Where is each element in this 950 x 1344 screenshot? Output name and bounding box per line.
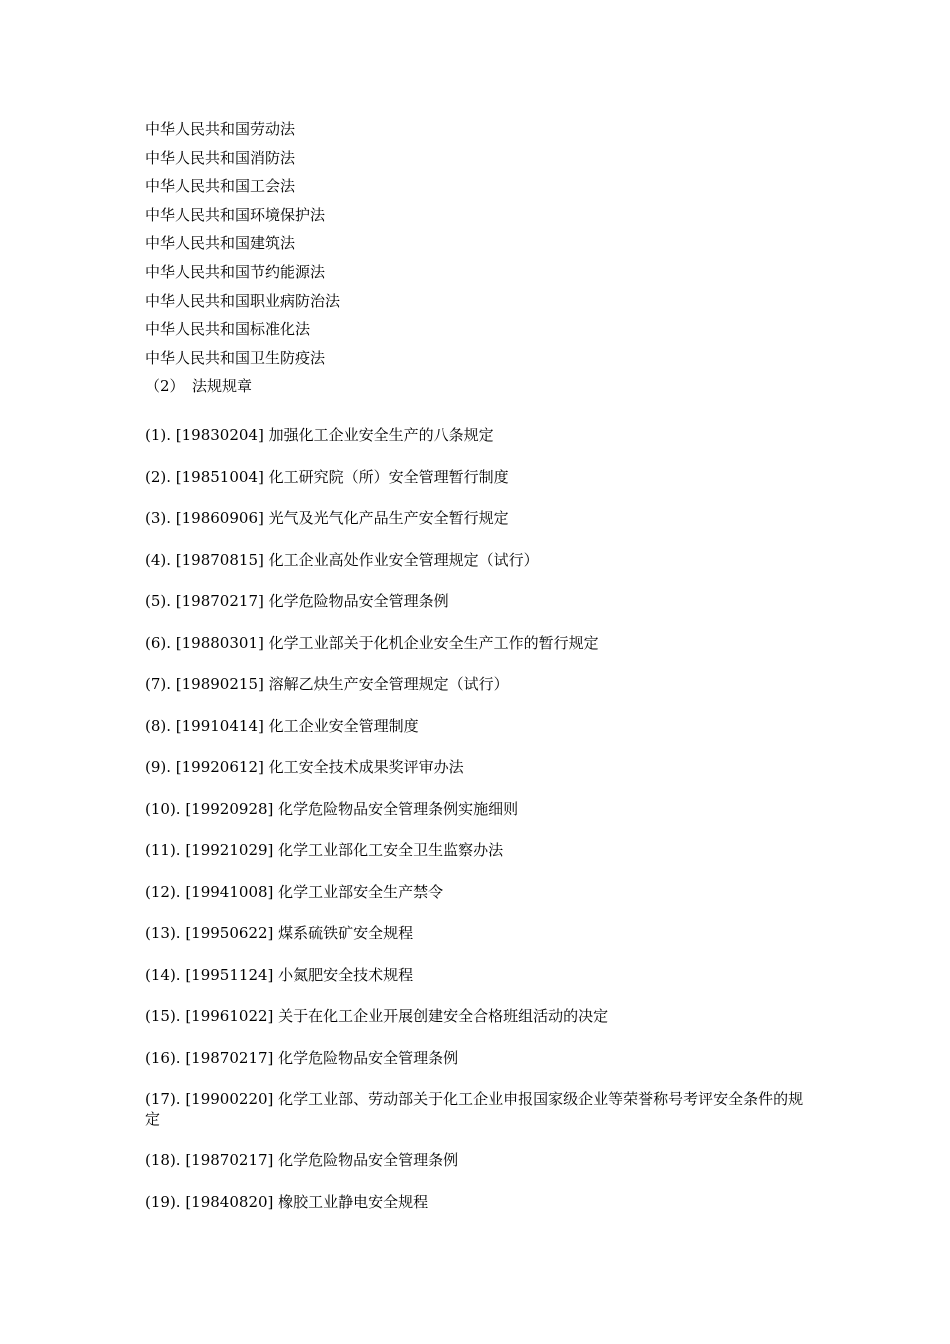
regulation-list: [145, 425, 810, 1233]
regulation-item: (13). [19950622] 煤系硫铁矿安全规程: [145, 924, 414, 942]
regulation-item: (7). [19890215] 溶解乙炔生产安全管理规定（试行）: [145, 675, 509, 693]
law-item: 中华人民共和国工会法: [145, 177, 296, 196]
regulation-item: (16). [19870217] 化学危险物品安全管理条例: [145, 1048, 459, 1067]
law-item: 中华人民共和国节约能源法: [145, 262, 326, 281]
regulation-item: (5). [19870217] 化学危险物品安全管理条例: [145, 592, 449, 610]
regulation-item: (2). [19851004] 化工研究院（所）安全管理暂行制度: [145, 467, 509, 486]
law-item: 中华人民共和国建筑法: [145, 234, 296, 253]
regulation-item: (17). [19900220] 化学工业部、劳动部关于化工企业申报国家级企业等荣誉称号考评安全条件的规定: [145, 1090, 804, 1128]
law-item: 中华人民共和国消防法: [145, 148, 296, 167]
regulation-item: (19). [19840820] 橡胶工业静电安全规程: [145, 1192, 429, 1211]
regulation-item: (11). [19921029] 化学工业部化工安全卫生监察办法: [145, 841, 504, 859]
section-heading: （2） 法规规章: [145, 377, 253, 396]
regulation-item: (6). [19880301] 化学工业部关于化机企业安全生产工作的暂行规定: [145, 633, 599, 652]
regulation-item: (10). [19920928] 化学危险物品安全管理条例实施细则: [145, 799, 519, 818]
regulation-item: (14). [19951124] 小氮肥安全技术规程: [145, 965, 414, 984]
law-item: 中华人民共和国劳动法: [145, 120, 296, 138]
law-item: 中华人民共和国职业病防治法: [145, 291, 341, 310]
law-item: 中华人民共和国卫生防疫法: [145, 348, 326, 367]
regulation-item: (15). [19961022] 关于在化工企业开展创建安全合格班组活动的决定: [145, 1007, 609, 1025]
regulation-item: (18). [19870217] 化学危险物品安全管理条例: [145, 1151, 459, 1169]
regulation-item: (1). [19830204] 加强化工企业安全生产的八条规定: [145, 426, 494, 444]
regulation-item: (12). [19941008] 化学工业部安全生产禁令: [145, 882, 444, 901]
law-list: [145, 115, 825, 400]
regulation-item: (3). [19860906] 光气及光气化产品生产安全暂行规定: [145, 509, 509, 527]
law-item: 中华人民共和国标准化法: [145, 320, 311, 339]
regulation-item: (8). [19910414] 化工企业安全管理制度: [145, 716, 419, 735]
law-item: 中华人民共和国环境保护法: [145, 205, 326, 224]
regulation-item: (9). [19920612] 化工安全技术成果奖评审办法: [145, 758, 464, 776]
regulation-item: (4). [19870815] 化工企业高处作业安全管理规定（试行）: [145, 550, 539, 569]
